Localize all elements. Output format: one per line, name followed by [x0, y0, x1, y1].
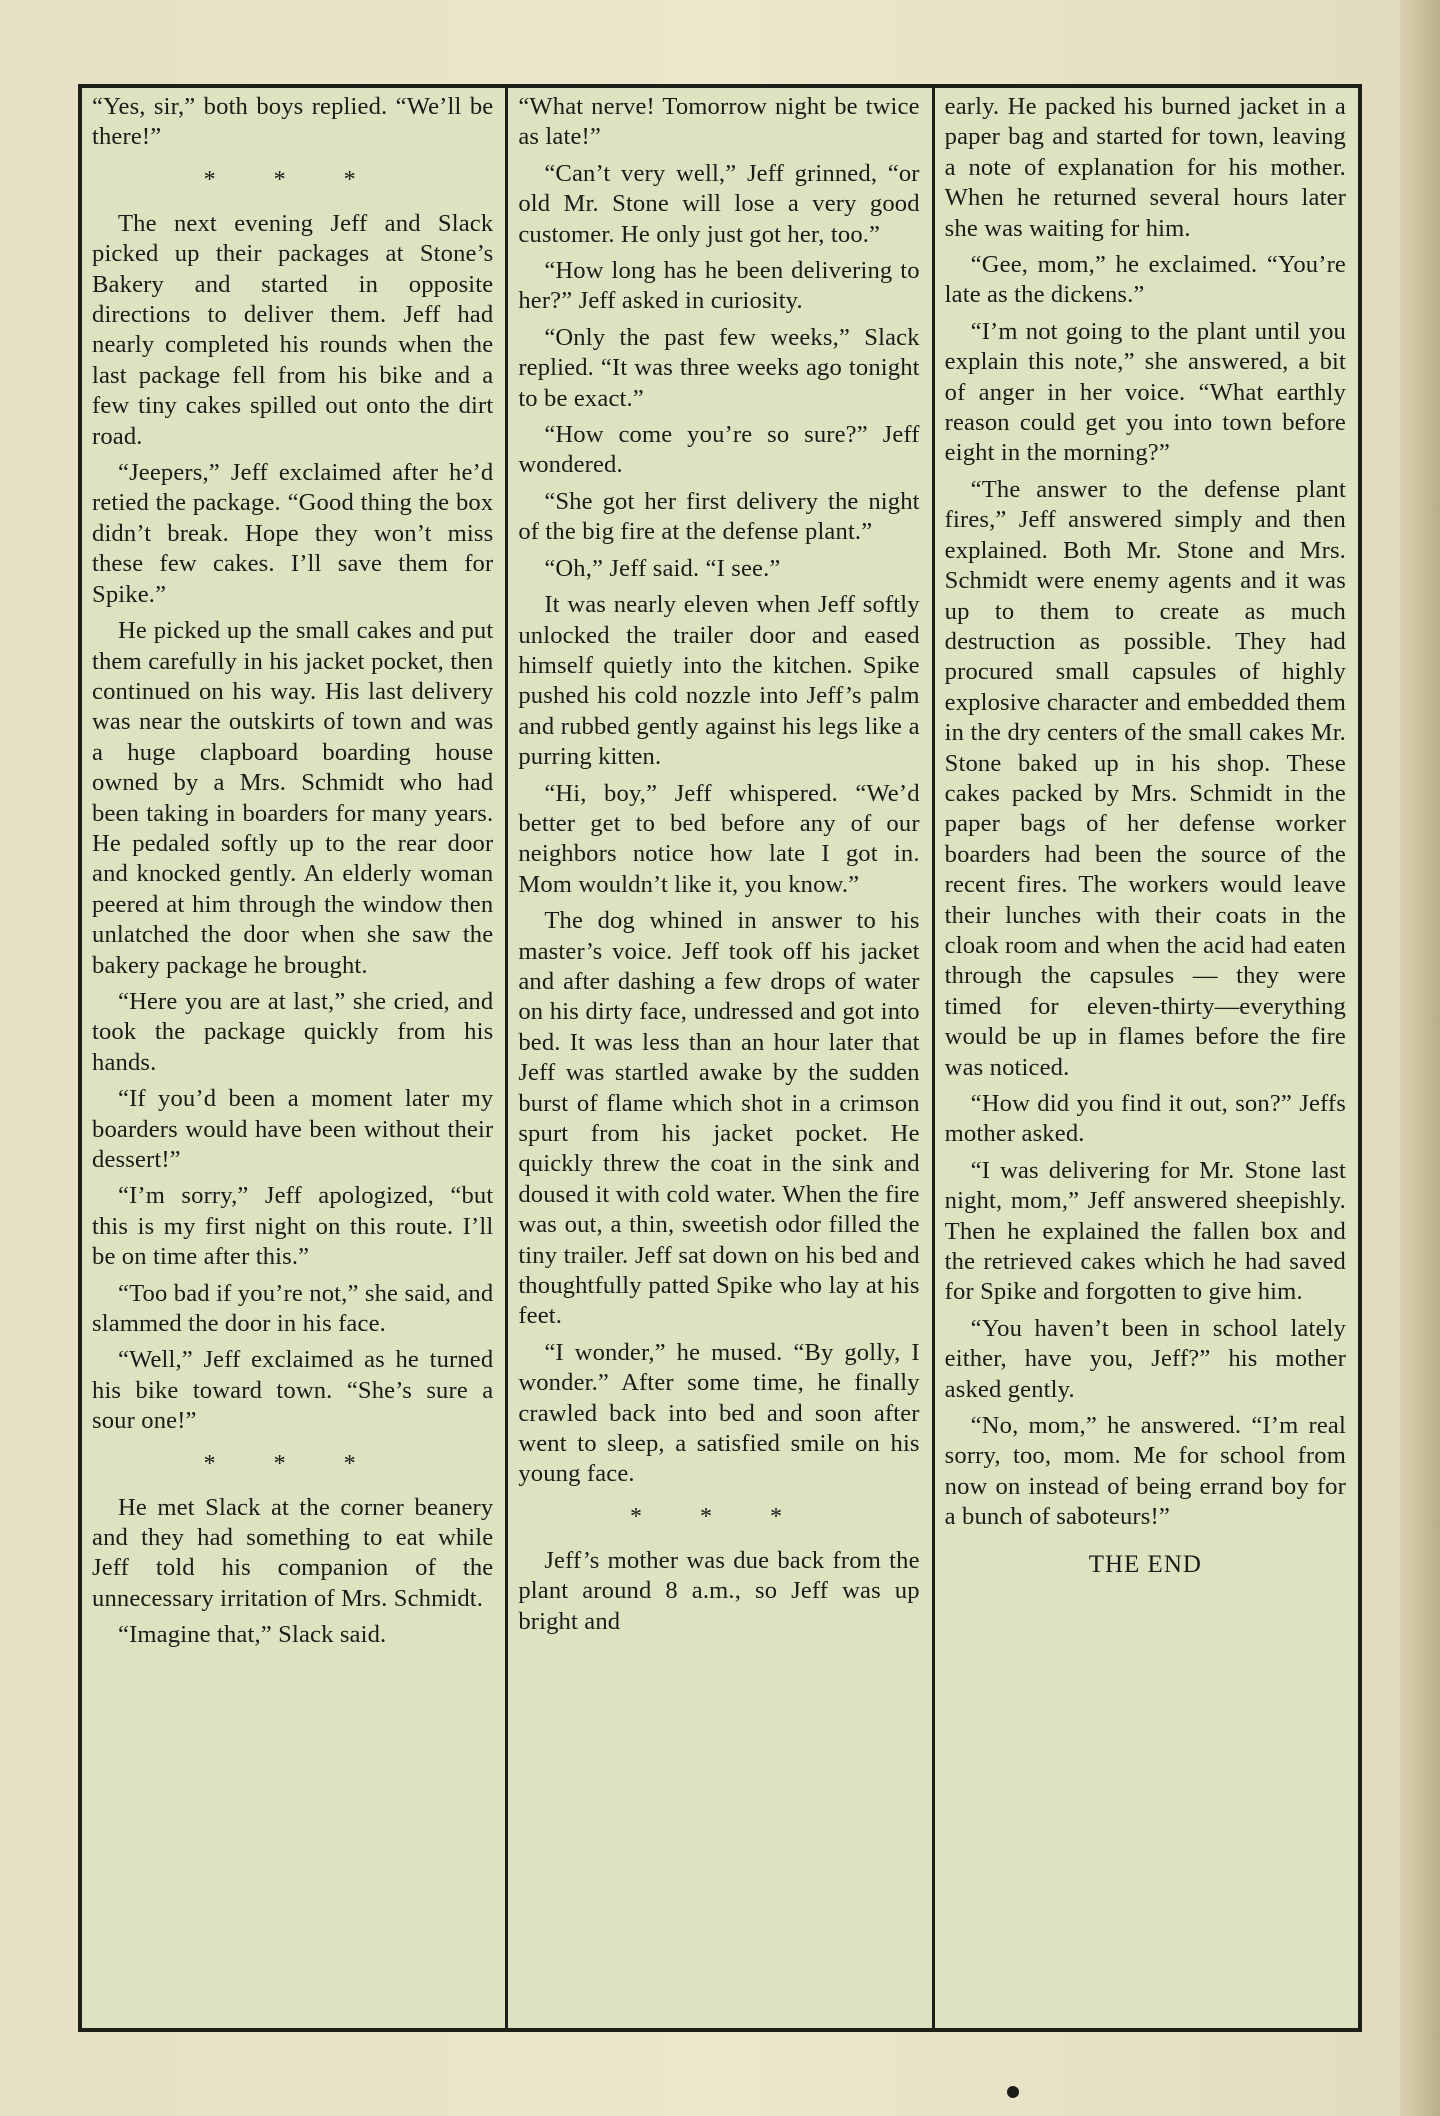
story-paragraph: The dog whined in answer to his master’s voice. Jeff took off his jacket and after dashing a few drops of water on his dirty face, undressed and got into bed. It was less than an hour later that Jeff was startled awake by the sudden burst of flame which shot in a crimson spurt from his jacket pocket. He quickly threw the coat in the sink and doused it with cold water. When the fire was out, a thin, sweetish odor filled the tiny trailer. Jeff sat down on his bed and thoughtfully patted Spike who lay at his feet.	[518, 907, 920, 1330]
story-paragraph: “Imagine that,” Slack said.	[118, 1621, 387, 1649]
story-paragraph: “Hi, boy,” Jeff whispered. “We’d better get to bed before any of our neighbors notice how late I got in. Mom wouldn’t like it, you know.”	[518, 779, 920, 898]
story-paragraph: “The answer to the defense plant fires,” Jeff answered simply and then explained. Both Mr. Stone and Mrs. Schmidt were enemy agents and it was up to them to create as much destruction as possible. They had procured small capsules of highly explosive character and embedded them in the dry centers of the small cakes Mr. Stone baked up in his shop. These cakes packed by Mrs. Schmidt in the paper bags of her defense worker boarders had been the source of the recent fires. The workers would leave their lunches with their coats in the cloak room and when the acid had eaten through the capsules — they were timed for eleven-thirty—everything would be up in flames before the fire was noticed.	[944, 475, 1346, 1081]
story-paragraph: He met Slack at the corner beanery and they had something to eat while Jeff told his companion of the unnecessary irritation of Mrs. Schmidt.	[92, 1493, 494, 1612]
story-paragraph: “You haven’t been in school lately either, have you, Jeff?” his mother asked gently.	[944, 1314, 1346, 1403]
story-paragraph: “No, mom,” he answered. “I’m real sorry, too, mom. Me for school from now on instead of being errand boy for a bunch of saboteurs!”	[944, 1412, 1346, 1531]
story-paragraph: early. He packed his burned jacket in a paper bag and started for town, leaving a note of explanation for his mother. When he returned several hours later she was waiting for him.	[944, 93, 1346, 242]
section-separator: * * *	[629, 1503, 808, 1530]
ink-dot	[1007, 2086, 1019, 2098]
story-paragraph: “Oh,” Jeff said. “I see.”	[544, 554, 781, 582]
story-paragraph: “I wonder,” he mused. “By golly, I wonder.” After some time, he finally crawled back into bed and soon after went to sleep, a satisfied smile on his young face.	[518, 1338, 920, 1488]
section-separator: * * *	[203, 166, 382, 193]
column-left	[82, 88, 508, 2028]
story-paragraph: “Well,” Jeff exclaimed as he turned his bike toward town. “She’s sure a sour one!”	[92, 1346, 494, 1435]
the-end-label: THE END	[1088, 1550, 1202, 1578]
page-spine-shadow	[1400, 0, 1440, 2116]
story-paragraph: “Only the past few weeks,” Slack replied. “It was three weeks ago tonight to be exact.”	[518, 323, 920, 412]
story-paragraph: “What nerve! Tomorrow night be twice as late!”	[518, 93, 920, 151]
story-paragraph: “How come you’re so sure?” Jeff wondered.	[518, 421, 920, 479]
story-paragraph: “Gee, mom,” he exclaimed. “You’re late as the dickens.”	[944, 251, 1346, 309]
story-paragraph: It was nearly eleven when Jeff softly unlocked the trailer door and eased himself quietly into the kitchen. Spike pushed his cold nozzle into Jeff’s palm and rubbed gently against his legs like a purring kitten.	[518, 591, 920, 771]
text-frame	[78, 84, 1362, 2032]
story-paragraph: “I’m not going to the plant until you explain this note,” she answered, a bit of anger in her voice. “What earthly reason could get you into town before eight in the morning?”	[944, 317, 1346, 467]
story-paragraph: “Yes, sir,” both boys replied. “We’ll be there!”	[92, 93, 494, 151]
story-paragraph: “I was delivering for Mr. Stone last night, mom,” Jeff answered sheepishly. Then he explained the fallen box and the retrieved cakes which he had saved for Spike and forgotten to give him.	[944, 1156, 1346, 1306]
story-paragraph: Jeff’s mother was due back from the plant around 8 a.m., so Jeff was up bright and	[518, 1546, 920, 1635]
story-paragraph: “If you’d been a moment later my boarders would have been without their dessert!”	[92, 1085, 494, 1173]
story-paragraph: “I’m sorry,” Jeff apologized, “but this is my first night on this route. I’ll be on time after this.”	[92, 1182, 494, 1271]
story-paragraph: “She got her first delivery the night of the big fire at the defense plant.”	[518, 487, 920, 546]
story-paragraph: The next evening Jeff and Slack picked up their packages at Stone’s Bakery and started in opposite directions to deliver them. Jeff had nearly completed his rounds when the last package fell from his bike and a few tiny cakes spilled out onto the dirt road.	[92, 209, 494, 450]
story-paragraph: “How long has he been delivering to her?” Jeff asked in curiosity.	[518, 257, 920, 315]
story-paragraph: He picked up the small cakes and put them carefully in his jacket pocket, then continued on his way. His last delivery was near the outskirts of town and was a huge clapboard boarding house owned by a Mrs. Schmidt who had been taking in boarders for many years. He pedaled softly up to the rear door and knocked gently. An elderly woman peered at him through the window then unlatched the door when she saw the bakery package he brought.	[92, 617, 494, 979]
story-paragraph: “Here you are at last,” she cried, and took the package quickly from his hands.	[92, 987, 494, 1076]
story-paragraph: “Jeepers,” Jeff exclaimed after he’d retied the package. “Good thing the box didn’t break. Hope they won’t miss these few cakes. I’ll save them for Spike.”	[92, 459, 494, 608]
section-separator: * * *	[203, 1450, 382, 1477]
column-middle	[508, 88, 934, 2028]
column-right	[935, 88, 1358, 2028]
story-paragraph: “Can’t very well,” Jeff grinned, “or old Mr. Stone will lose a very good customer. He only just got her, too.”	[518, 159, 920, 248]
story-paragraph: “How did you find it out, son?” Jeffs mother asked.	[944, 1090, 1346, 1148]
story-paragraph: “Too bad if you’re not,” she said, and slammed the door in his face.	[92, 1279, 494, 1338]
